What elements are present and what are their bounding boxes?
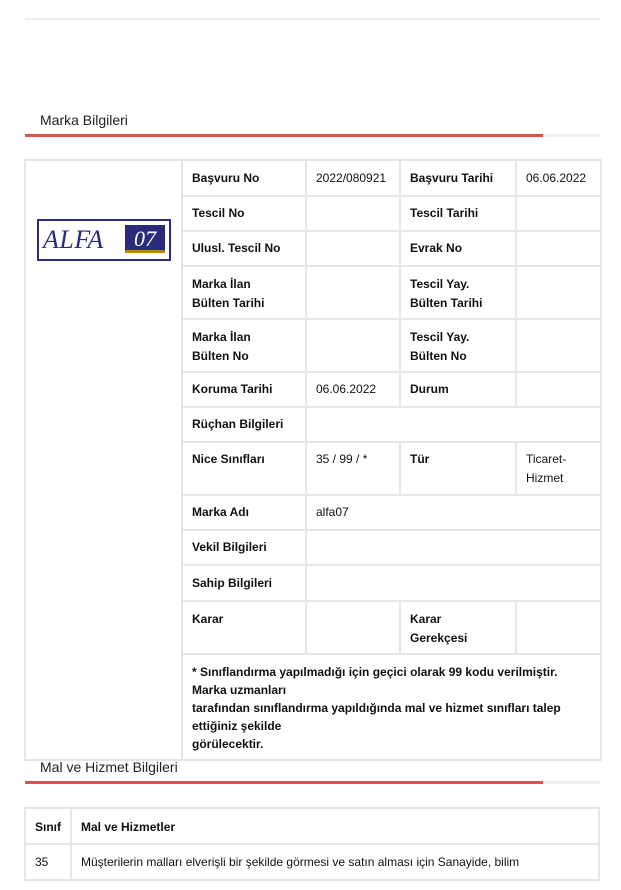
tescil-tarihi-label: Tescil Tarihi: [400, 196, 516, 231]
evrak-no-value: [516, 231, 601, 266]
tescil-yay-bulten-tarihi-value: [516, 266, 601, 319]
tescil-yay-bulten-no-label: Tescil Yay. Bülten No: [400, 319, 516, 372]
classification-note: * Sınıflandırma yapılmadığı için geçici olarak 99 kodu verilmiştir. Marka uzmanları tarafından sınıflandırma yapıldığında mal ve hizmet sınıfları talep ettiğiniz şekilde görülecektir.: [182, 654, 601, 760]
basvuru-no-value: 2022/080921: [306, 160, 400, 196]
sahip-value: [306, 565, 601, 601]
section-rule: [25, 781, 600, 784]
ruchan-value: [306, 407, 601, 442]
row-sinif: 35: [25, 844, 71, 880]
section-rule: [25, 134, 600, 137]
karar-label: Karar: [182, 601, 306, 654]
marka-adi-label: Marka Adı: [182, 495, 306, 530]
tur-label: Tür: [400, 442, 516, 495]
header-mal-ve-hizmetler: Mal ve Hizmetler: [71, 808, 599, 844]
tescil-yay-bulten-no-value: [516, 319, 601, 372]
logo-number: 07: [125, 225, 165, 253]
ulusl-tescil-no-value: [306, 231, 400, 266]
durum-label: Durum: [400, 372, 516, 407]
tescil-yay-bulten-tarihi-label: Tescil Yay. Bülten Tarihi: [400, 266, 516, 319]
mal-hizmet-table: [24, 807, 600, 881]
marka-ilan-bulten-tarihi-label: Marka İlan Bülten Tarihi: [182, 266, 306, 319]
karar-gerekcesi-label: Karar Gerekçesi: [400, 601, 516, 654]
basvuru-tarihi-label: Başvuru Tarihi: [400, 160, 516, 196]
nice-value: 35 / 99 / *: [306, 442, 400, 495]
nice-label: Nice Sınıfları: [182, 442, 306, 495]
vekil-value: [306, 530, 601, 565]
vekil-label: Vekil Bilgileri: [182, 530, 306, 565]
tescil-no-value: [306, 196, 400, 231]
logo-cell: [25, 160, 182, 760]
marka-ilan-bulten-no-value: [306, 319, 400, 372]
basvuru-no-label: Başvuru No: [182, 160, 306, 196]
tescil-tarihi-value: [516, 196, 601, 231]
evrak-no-label: Evrak No: [400, 231, 516, 266]
logo-text: ALFA: [43, 225, 104, 254]
durum-value: [516, 372, 601, 407]
sahip-label: Sahip Bilgileri: [182, 565, 306, 601]
koruma-tarihi-label: Koruma Tarihi: [182, 372, 306, 407]
marka-ilan-bulten-no-label: Marka İlan Bülten No: [182, 319, 306, 372]
top-divider: [25, 18, 600, 20]
section-title: Marka Bilgileri: [40, 112, 128, 128]
marka-section-header: [25, 111, 600, 137]
mal-hizmet-section-header: [25, 758, 600, 784]
marka-ilan-bulten-tarihi-value: [306, 266, 400, 319]
row-text: Müşterilerin malları elverişli bir şekilde görmesi ve satın alması için Sanayide, bilim: [71, 844, 599, 880]
koruma-tarihi-value: 06.06.2022: [306, 372, 400, 407]
header-sinif: Sınıf: [25, 808, 71, 844]
marka-table: [24, 159, 602, 761]
brand-logo: [37, 219, 171, 261]
ruchan-label: Rüçhan Bilgileri: [182, 407, 306, 442]
basvuru-tarihi-value: 06.06.2022: [516, 160, 601, 196]
karar-gerekcesi-value: [516, 601, 601, 654]
tur-value: Ticaret- Hizmet: [516, 442, 601, 495]
karar-value: [306, 601, 400, 654]
section-title: Mal ve Hizmet Bilgileri: [40, 759, 178, 775]
table-row: [25, 844, 599, 880]
tescil-no-label: Tescil No: [182, 196, 306, 231]
marka-adi-value: alfa07: [306, 495, 601, 530]
ulusl-tescil-no-label: Ulusl. Tescil No: [182, 231, 306, 266]
